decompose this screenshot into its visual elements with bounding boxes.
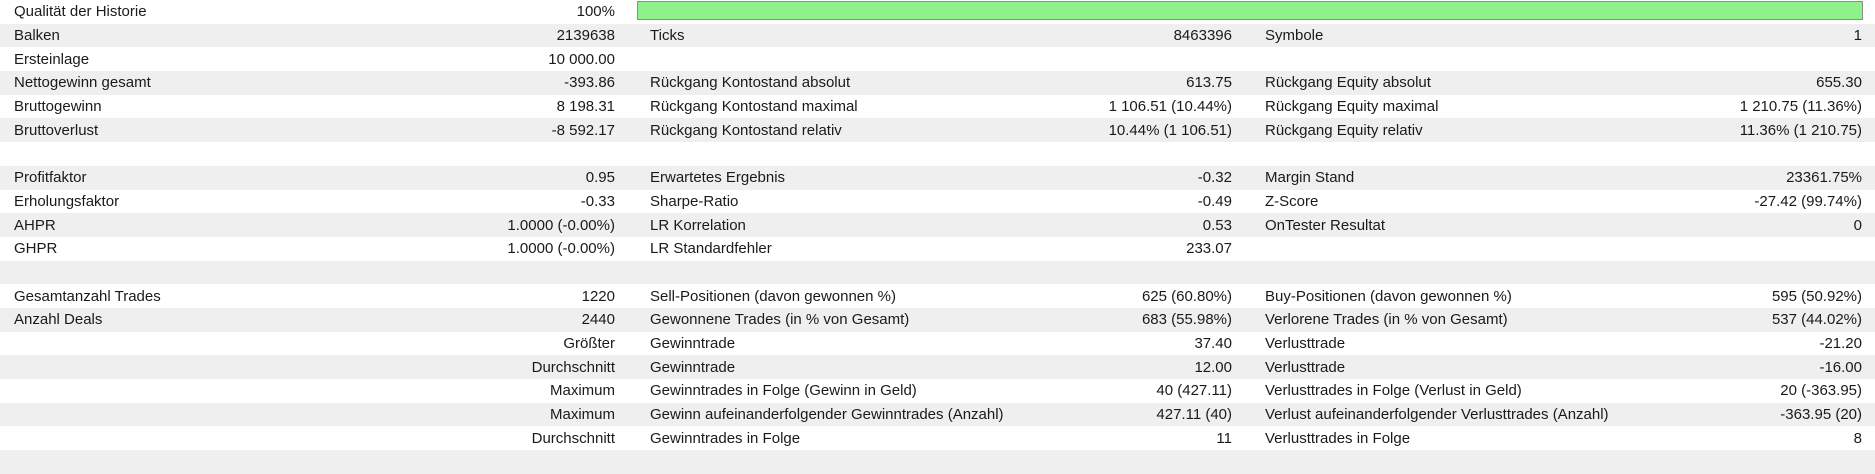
- metric-value: -8 592.17: [551, 121, 615, 139]
- metric-cell: [635, 355, 1240, 379]
- metric-cell: [0, 213, 635, 237]
- metric-value: 2440: [581, 311, 615, 329]
- metric-label: Rückgang Kontostand relativ: [650, 121, 842, 139]
- metric-cell: [0, 47, 635, 71]
- metric-cell: [635, 190, 1240, 214]
- metric-cell: [1240, 261, 1875, 285]
- metric-label: Rückgang Equity relativ: [1265, 121, 1423, 139]
- report-row[interactable]: [0, 450, 1875, 474]
- metric-value: 233.07: [1186, 240, 1232, 258]
- metric-cell: [635, 332, 1240, 356]
- metric-cell: [635, 71, 1240, 95]
- metric-label: Erwartetes Ergebnis: [650, 169, 786, 187]
- metric-value: 625 (60.80%): [1141, 287, 1232, 305]
- metric-cell: [1240, 450, 1875, 474]
- metric-cell: [1240, 166, 1875, 190]
- metric-value: 10.44% (1 106.51): [1108, 121, 1232, 139]
- metric-value: -363.95 (20): [1780, 406, 1862, 424]
- metric-label: Verlusttrade: [1265, 358, 1346, 376]
- metric-value: 683 (55.98%): [1141, 311, 1232, 329]
- metric-value: 11.36% (1 210.75): [1739, 121, 1862, 139]
- report-row[interactable]: [0, 261, 1875, 285]
- metric-value: 12.00: [1194, 358, 1232, 376]
- metric-cell: [1240, 190, 1875, 214]
- metric-cell: [0, 118, 635, 142]
- metric-value: 37.40: [1194, 334, 1232, 352]
- metric-cell: [635, 426, 1240, 450]
- metric-label: GHPR: [14, 240, 58, 258]
- report-row[interactable]: [0, 284, 1875, 308]
- metric-label: Qualität der Historie: [14, 3, 147, 21]
- metric-cell: [0, 24, 635, 48]
- metric-cell: [1240, 308, 1875, 332]
- metric-value: -27.42 (99.74%): [1754, 192, 1862, 210]
- metric-value: 8463396: [1173, 27, 1232, 45]
- metric-label: Gewinn aufeinanderfolgender Gewinntrades (Anzahl): [650, 406, 1004, 424]
- metric-label: OnTester Resultat: [1265, 216, 1386, 234]
- metric-value: 8: [1853, 429, 1862, 447]
- metric-cell: [1240, 24, 1875, 48]
- metric-cell: [0, 284, 635, 308]
- metric-cell: [1240, 332, 1875, 356]
- metric-cell: [635, 308, 1240, 332]
- metric-cell: [1240, 237, 1875, 261]
- metric-cell: [1240, 355, 1875, 379]
- metric-cell: [0, 403, 635, 427]
- report-row[interactable]: [0, 24, 1875, 48]
- metric-cell: [1240, 142, 1875, 166]
- metric-value: Maximum: [549, 382, 615, 400]
- report-row[interactable]: [0, 0, 1875, 24]
- metric-label: Gewinntrades in Folge (Gewinn in Geld): [650, 382, 917, 400]
- metric-value: -16.00: [1819, 358, 1862, 376]
- metric-cell: [0, 332, 635, 356]
- metric-value: 0.95: [585, 169, 615, 187]
- metric-label: Gewonnene Trades (in % von Gesamt): [650, 311, 910, 329]
- metric-cell: [635, 213, 1240, 237]
- report-row[interactable]: [0, 142, 1875, 166]
- metric-label: Balken: [14, 27, 60, 45]
- report-row[interactable]: [0, 379, 1875, 403]
- metric-cell: [1240, 47, 1875, 71]
- metric-label: Profitfaktor: [14, 169, 87, 187]
- metric-label: Gesamtanzahl Trades: [14, 287, 161, 305]
- report-row[interactable]: [0, 355, 1875, 379]
- report-row[interactable]: [0, 332, 1875, 356]
- metric-value: 1.0000 (-0.00%): [507, 216, 615, 234]
- metric-label: Symbole: [1265, 27, 1324, 45]
- metric-cell: [0, 308, 635, 332]
- metric-cell: [1240, 71, 1875, 95]
- metric-value: 427.11 (40): [1156, 406, 1232, 424]
- report-row[interactable]: [0, 166, 1875, 190]
- metric-value: 1220: [581, 287, 615, 305]
- metric-cell: [635, 47, 1240, 71]
- metric-cell: [0, 0, 635, 24]
- metric-label: Verlusttrade: [1265, 334, 1346, 352]
- metric-cell: [0, 261, 635, 285]
- metric-cell: [635, 142, 1240, 166]
- metric-cell: [1240, 213, 1875, 237]
- report-row[interactable]: [0, 47, 1875, 71]
- metric-cell: [0, 450, 635, 474]
- metric-value: Größter: [563, 334, 615, 352]
- metric-cell: [0, 142, 635, 166]
- metric-cell: [1240, 403, 1875, 427]
- report-row[interactable]: [0, 403, 1875, 427]
- metric-cell: [0, 166, 635, 190]
- metric-label: Sharpe-Ratio: [650, 192, 739, 210]
- report-row[interactable]: [0, 213, 1875, 237]
- metric-cell: [635, 284, 1240, 308]
- metric-cell: [635, 261, 1240, 285]
- metric-value: 100%: [576, 3, 615, 21]
- metric-label: Rückgang Equity maximal: [1265, 98, 1439, 116]
- metric-label: Rückgang Kontostand absolut: [650, 74, 851, 92]
- metric-label: Ticks: [650, 27, 685, 45]
- metric-value: 613.75: [1186, 74, 1232, 92]
- metric-cell: [0, 71, 635, 95]
- metric-cell: [0, 95, 635, 119]
- metric-value: 40 (427.11): [1156, 382, 1232, 400]
- metric-cell: [0, 355, 635, 379]
- metric-cell: [0, 379, 635, 403]
- metric-label: Verlusttrades in Folge: [1265, 429, 1411, 447]
- metric-value: 655.30: [1816, 74, 1862, 92]
- metric-value: 23361.75%: [1786, 169, 1862, 187]
- metric-label: Gewinntrade: [650, 334, 736, 352]
- history-quality-bar: [637, 1, 1863, 20]
- metric-value: -21.20: [1819, 334, 1862, 352]
- metric-value: -393.86: [564, 74, 615, 92]
- metric-label: Gewinntrades in Folge: [650, 429, 801, 447]
- metric-cell: [635, 450, 1240, 474]
- metric-value: 8 198.31: [556, 98, 615, 116]
- metric-value: 595 (50.92%): [1771, 287, 1862, 305]
- metric-cell: [635, 24, 1240, 48]
- metric-cell: [1240, 118, 1875, 142]
- metric-cell: [0, 190, 635, 214]
- metric-label: Gewinntrade: [650, 358, 736, 376]
- metric-value: 1 106.51 (10.44%): [1108, 98, 1232, 116]
- metric-value: Maximum: [549, 406, 615, 424]
- metric-cell: [1240, 426, 1875, 450]
- metric-cell: [0, 426, 635, 450]
- metric-cell: [1240, 95, 1875, 119]
- metric-value: 0: [1853, 216, 1862, 234]
- metric-cell: [635, 237, 1240, 261]
- metric-value: 11: [1216, 429, 1232, 447]
- metric-value: 1 210.75 (11.36%): [1739, 98, 1862, 116]
- metric-cell: [635, 379, 1240, 403]
- metric-value: 10 000.00: [548, 50, 615, 68]
- report-row[interactable]: [0, 71, 1875, 95]
- metric-cell: [0, 237, 635, 261]
- metric-label: Sell-Positionen (davon gewonnen %): [650, 287, 896, 305]
- report-row[interactable]: [0, 308, 1875, 332]
- metric-label: Anzahl Deals: [14, 311, 103, 329]
- metric-value: 1: [1853, 27, 1862, 45]
- metric-value: 20 (-363.95): [1780, 382, 1862, 400]
- metric-cell: [1240, 284, 1875, 308]
- metric-cell: [1240, 379, 1875, 403]
- metric-label: Margin Stand: [1265, 169, 1355, 187]
- metric-value: Durchschnitt: [531, 358, 615, 376]
- metric-value: 0.53: [1202, 216, 1232, 234]
- report-row[interactable]: [0, 426, 1875, 450]
- metric-label: Erholungsfaktor: [14, 192, 120, 210]
- metric-label: AHPR: [14, 216, 56, 234]
- report-row[interactable]: [0, 190, 1875, 214]
- metric-cell: [635, 95, 1240, 119]
- metric-value: -0.33: [580, 192, 615, 210]
- metric-cell: [635, 118, 1240, 142]
- metric-label: Rückgang Kontostand maximal: [650, 98, 858, 116]
- metric-label: Verlorene Trades (in % von Gesamt): [1265, 311, 1508, 329]
- report-row[interactable]: [0, 95, 1875, 119]
- metric-label: Bruttoverlust: [14, 121, 99, 139]
- metric-label: Ersteinlage: [14, 50, 90, 68]
- metric-label: LR Korrelation: [650, 216, 746, 234]
- metric-label: Buy-Positionen (davon gewonnen %): [1265, 287, 1512, 305]
- report-row[interactable]: [0, 118, 1875, 142]
- metric-label: Verlusttrades in Folge (Verlust in Geld): [1265, 382, 1522, 400]
- metric-cell: [635, 403, 1240, 427]
- metric-value: 537 (44.02%): [1771, 311, 1862, 329]
- metric-label: Verlust aufeinanderfolgender Verlusttrades (Anzahl): [1265, 406, 1609, 424]
- metric-label: LR Standardfehler: [650, 240, 772, 258]
- metric-value: 1.0000 (-0.00%): [507, 240, 615, 258]
- metric-label: Rückgang Equity absolut: [1265, 74, 1431, 92]
- metric-value: -0.49: [1197, 192, 1232, 210]
- metric-value: Durchschnitt: [531, 429, 615, 447]
- metric-label: Z-Score: [1265, 192, 1319, 210]
- metric-value: -0.32: [1197, 169, 1232, 187]
- metric-label: Nettogewinn gesamt: [14, 74, 151, 92]
- metric-label: Bruttogewinn: [14, 98, 102, 116]
- report-row[interactable]: [0, 237, 1875, 261]
- metric-value: 2139638: [556, 27, 615, 45]
- metric-cell: [635, 166, 1240, 190]
